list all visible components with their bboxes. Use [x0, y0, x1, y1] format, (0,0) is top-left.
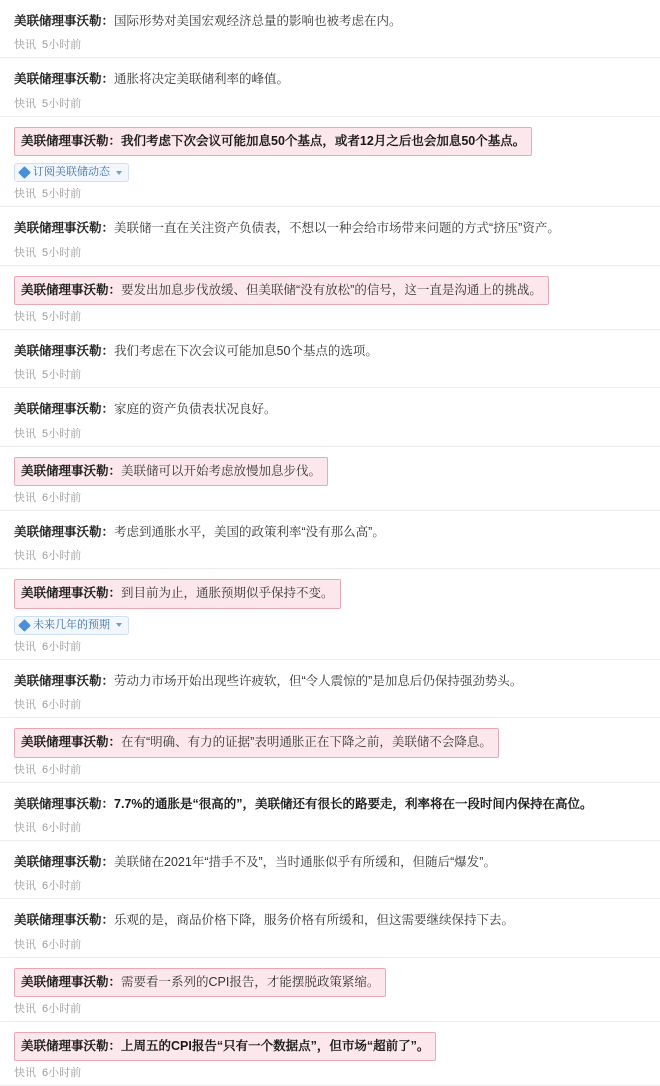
news-text: 在有“明确、有力的证据”表明通胀正在下降之前，美联储不会降息。	[121, 735, 492, 750]
news-text: 通胀将决定美联储利率的峰值。	[114, 72, 290, 87]
news-source: 美联储理事沃勒：	[14, 402, 115, 417]
news-kind-label: 快讯	[14, 1067, 36, 1080]
news-timestamp: 6小时前	[42, 640, 82, 653]
news-meta	[14, 551, 646, 562]
news-item[interactable]	[0, 660, 660, 718]
news-item[interactable]	[0, 511, 660, 569]
news-item[interactable]	[0, 841, 660, 899]
news-source: 美联储理事沃勒：	[21, 1039, 122, 1053]
news-text: 要发出加息步伐放缓、但美联储“没有放松”的信号，这一直是沟通上的挑战。	[121, 282, 542, 297]
news-item[interactable]	[0, 266, 660, 330]
news-timestamp: 6小时前	[42, 1067, 82, 1080]
news-meta	[14, 99, 646, 110]
news-kind-label: 快讯	[14, 492, 36, 504]
news-kind-label: 快讯	[14, 640, 36, 653]
news-meta	[14, 493, 646, 504]
news-bubble	[14, 276, 549, 305]
news-meta	[14, 1004, 646, 1015]
tag-row	[14, 616, 646, 635]
diamond-icon	[18, 166, 31, 179]
news-timestamp: 5小时前	[42, 39, 82, 52]
news-kind-label: 快讯	[14, 427, 36, 440]
subscribe-tag[interactable]	[14, 616, 129, 635]
news-source: 美联储理事沃勒：	[14, 343, 115, 358]
news-bubble	[14, 521, 646, 544]
news-text: 国际形势对美国宏观经济总量的影响也被考虑在内。	[114, 14, 402, 28]
news-source: 美联储理事沃勒：	[14, 673, 115, 688]
news-item[interactable]	[0, 58, 660, 116]
news-item[interactable]	[0, 447, 660, 511]
news-meta	[14, 881, 646, 892]
news-item[interactable]	[0, 783, 660, 841]
news-meta	[14, 312, 646, 323]
news-item[interactable]	[0, 1022, 660, 1086]
news-bubble	[14, 1032, 436, 1061]
news-bubble	[14, 398, 646, 421]
news-text: 我们考虑下次会议可能加息50个基点，或者12月之后也会加息50个基点。	[121, 133, 526, 148]
news-bubble	[14, 728, 499, 757]
news-bubble	[14, 968, 386, 997]
news-timestamp: 6小时前	[42, 763, 82, 776]
news-meta	[14, 248, 646, 259]
news-kind-label: 快讯	[14, 1003, 36, 1015]
diamond-icon	[18, 619, 31, 632]
news-source: 美联储理事沃勒：	[21, 133, 122, 148]
news-meta	[14, 823, 646, 834]
news-meta	[14, 429, 646, 440]
news-item[interactable]	[0, 958, 660, 1022]
news-kind-label: 快讯	[14, 188, 36, 201]
news-kind-label: 快讯	[14, 699, 36, 712]
news-kind-label: 快讯	[14, 369, 36, 382]
chevron-down-icon[interactable]	[116, 623, 122, 627]
news-kind-label: 快讯	[14, 880, 36, 893]
news-source: 美联储理事沃勒：	[14, 72, 115, 87]
news-text: 考虑到通胀水平，美国的政策利率“没有那么高”。	[114, 525, 385, 539]
news-item[interactable]	[0, 0, 660, 58]
news-source: 美联储理事沃勒：	[21, 282, 122, 297]
news-timestamp: 5小时前	[42, 246, 82, 259]
news-timestamp: 5小时前	[42, 188, 82, 201]
chevron-down-icon[interactable]	[116, 171, 122, 175]
news-text: 上周五的CPI报告“只有一个数据点”，但市场“超前了”。	[121, 1039, 430, 1053]
news-bubble	[14, 579, 341, 608]
news-timestamp: 6小时前	[42, 699, 82, 712]
news-bubble	[14, 68, 646, 91]
news-kind-label: 快讯	[14, 39, 36, 52]
news-item[interactable]	[0, 388, 660, 446]
news-text: 美联储可以开始考虑放慢加息步伐。	[121, 463, 322, 478]
news-text: 家庭的资产负债表状况良好。	[114, 402, 277, 417]
news-item[interactable]	[0, 718, 660, 782]
news-item[interactable]	[0, 117, 660, 207]
news-kind-label: 快讯	[14, 310, 36, 323]
news-item[interactable]	[0, 330, 660, 388]
news-meta	[14, 370, 646, 381]
news-text: 到目前为止，通胀预期似乎保持不变。	[121, 586, 334, 601]
news-text: 7.7%的通胀是“很高的”，美联储还有很长的路要走，利率将在一段时间内保持在高位。	[114, 796, 593, 811]
news-source: 美联储理事沃勒：	[14, 854, 115, 869]
news-bubble	[14, 909, 646, 932]
news-kind-label: 快讯	[14, 821, 36, 834]
news-item[interactable]	[0, 899, 660, 957]
news-kind-label: 快讯	[14, 97, 36, 110]
news-bubble	[14, 10, 646, 33]
news-source: 美联储理事沃勒：	[14, 525, 115, 539]
news-bubble	[14, 670, 646, 693]
news-text: 需要看一系列的CPI报告，才能摆脱政策紧缩。	[121, 974, 380, 989]
news-source: 美联储理事沃勒：	[14, 14, 115, 28]
tag-row	[14, 163, 646, 182]
news-item[interactable]	[0, 569, 660, 659]
news-kind-label: 快讯	[14, 938, 36, 951]
subscribe-tag-label: 订阅美联储动态	[33, 166, 110, 179]
news-meta	[14, 765, 646, 776]
subscribe-tag[interactable]	[14, 163, 129, 182]
news-timestamp: 6小时前	[42, 938, 82, 951]
news-timestamp: 5小时前	[42, 310, 82, 323]
news-meta	[14, 40, 646, 51]
news-meta	[14, 940, 646, 951]
news-source: 美联储理事沃勒：	[21, 735, 122, 750]
news-meta	[14, 1068, 646, 1079]
news-bubble	[14, 340, 646, 363]
news-meta	[14, 189, 646, 200]
news-timestamp: 6小时前	[42, 880, 82, 893]
news-item[interactable]	[0, 207, 660, 265]
news-source: 美联储理事沃勒：	[21, 974, 122, 989]
news-source: 美联储理事沃勒：	[21, 586, 122, 601]
subscribe-tag-label: 未来几年的预期	[33, 618, 110, 631]
news-bubble	[14, 127, 532, 156]
news-text: 劳动力市场开始出现些许疲软，但“令人震惊的”是加息后仍保持强劲势头。	[114, 673, 523, 688]
news-kind-label: 快讯	[14, 246, 36, 259]
news-source: 美联储理事沃勒：	[21, 463, 122, 478]
news-timestamp: 6小时前	[42, 821, 82, 834]
news-source: 美联储理事沃勒：	[14, 221, 115, 236]
news-text: 美联储在2021年“措手不及”，当时通胀似乎有所缓和，但随后“爆发”。	[114, 854, 496, 869]
news-meta	[14, 642, 646, 653]
news-bubble	[14, 457, 328, 486]
news-text: 我们考虑在下次会议可能加息50个基点的选项。	[114, 343, 378, 358]
news-timestamp: 6小时前	[42, 1003, 82, 1015]
news-text: 乐观的是，商品价格下降，服务价格有所缓和，但这需要继续保持下去。	[114, 913, 515, 928]
news-timestamp: 6小时前	[42, 492, 82, 504]
news-source: 美联储理事沃勒：	[14, 913, 115, 928]
news-timestamp: 6小时前	[42, 550, 82, 563]
news-source: 美联储理事沃勒：	[14, 796, 115, 811]
news-timestamp: 5小时前	[42, 427, 82, 440]
news-bubble	[14, 793, 646, 816]
news-text: 美联储一直在关注资产负债表，不想以一种会给市场带来问题的方式“挤压”资产。	[114, 221, 560, 236]
news-timestamp: 5小时前	[42, 369, 82, 382]
news-kind-label: 快讯	[14, 550, 36, 563]
news-bubble	[14, 851, 646, 874]
news-meta	[14, 700, 646, 711]
news-bubble	[14, 217, 646, 240]
news-timestamp: 5小时前	[42, 97, 82, 110]
news-kind-label: 快讯	[14, 763, 36, 776]
